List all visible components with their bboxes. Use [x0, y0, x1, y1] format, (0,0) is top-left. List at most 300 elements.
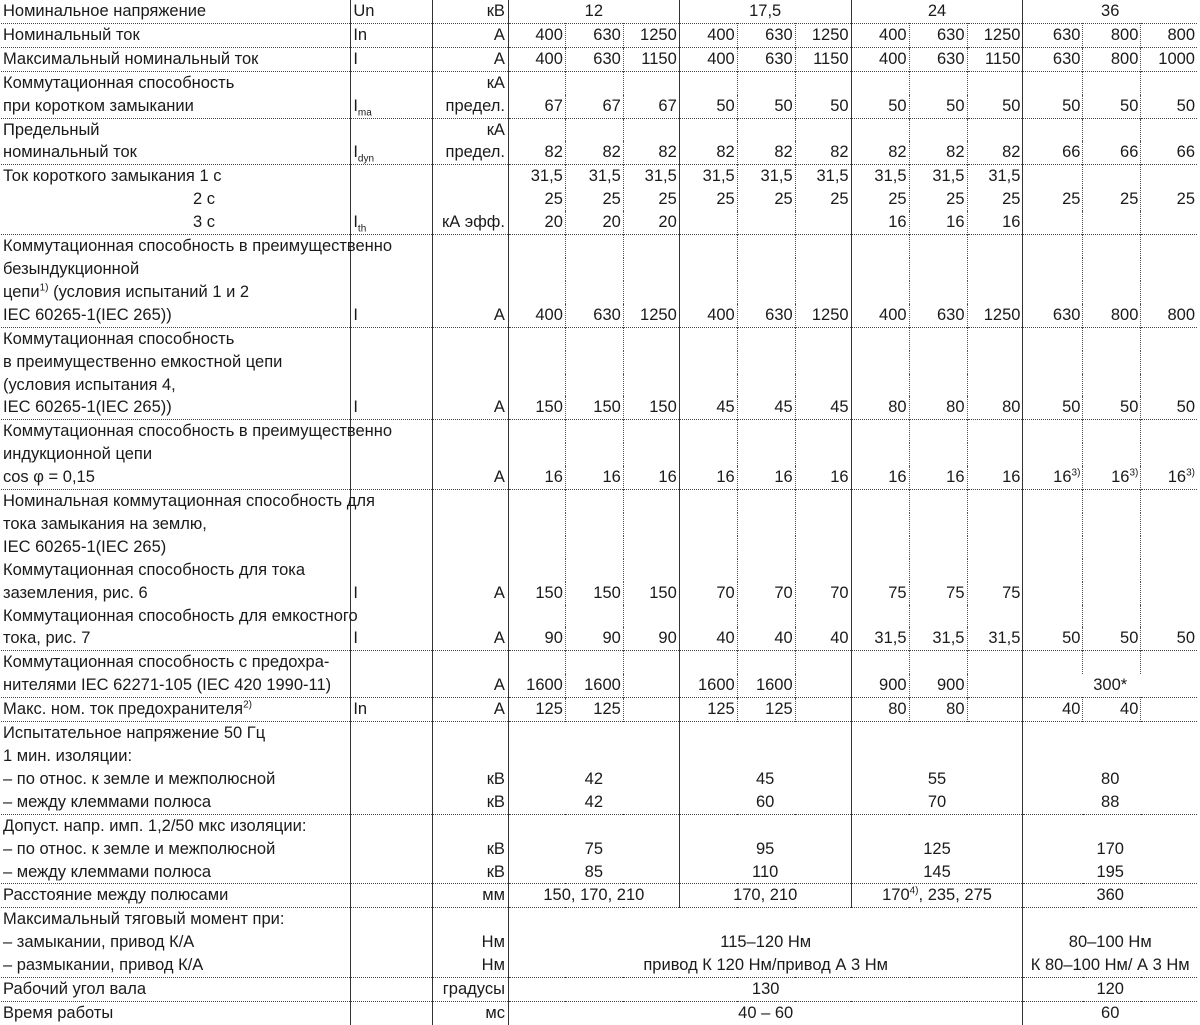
symbol: I — [351, 304, 432, 327]
capacitive-group — [1, 327, 1197, 420]
value-cell — [851, 745, 1023, 768]
value-cell — [909, 71, 967, 94]
value-cell — [565, 71, 623, 94]
value-cell — [795, 281, 851, 304]
value-cell — [1023, 814, 1197, 837]
unit: А — [432, 23, 508, 47]
value-cell — [623, 490, 679, 513]
value-cell: 31,5 — [851, 627, 909, 650]
value-cell — [565, 235, 623, 258]
value-cell: 630 — [1023, 23, 1083, 47]
value-row — [1, 118, 1197, 141]
value-cell: 16 — [909, 211, 967, 234]
value-cell — [851, 513, 909, 536]
param-label: индукционной цепи — [3, 445, 153, 464]
value-cell — [508, 443, 565, 466]
value-row — [1, 327, 1197, 350]
value-cell: 40 — [1083, 698, 1141, 722]
value-cell: 31,5 — [967, 165, 1023, 188]
value-cell: 16 — [508, 466, 565, 489]
value-cell — [1023, 374, 1083, 397]
symbol: I — [351, 396, 432, 419]
value-cell — [1141, 698, 1197, 722]
value-cell — [909, 235, 967, 258]
value-cell — [565, 420, 623, 443]
unit: предел. — [432, 95, 508, 118]
merged-row — [1, 768, 1197, 791]
value-cell — [508, 722, 679, 745]
param-label: нителями IEC 62271-105 (IEC 420 1990-11) — [3, 676, 332, 695]
value-cell — [1083, 490, 1141, 513]
value-cell: 170, 210 — [679, 884, 851, 908]
value-cell: 25 — [737, 188, 795, 211]
value-cell — [1141, 351, 1197, 374]
value-cell: 82 — [967, 141, 1023, 164]
value-cell — [623, 443, 679, 466]
param-label: в преимущественно емкостной цепи — [3, 352, 283, 371]
value-cell: 50 — [795, 95, 851, 118]
value-cell: 1250 — [967, 304, 1023, 327]
value-cell — [508, 536, 565, 559]
value-cell — [795, 71, 851, 94]
value-cell: 82 — [623, 141, 679, 164]
value-row — [1, 396, 1197, 419]
value-cell: 66 — [1083, 141, 1141, 164]
value-cell — [623, 513, 679, 536]
value-cell — [508, 605, 565, 628]
merged-row — [1, 791, 1197, 814]
param-label: IEC 60265-1(IEC 265)) — [3, 398, 172, 417]
value-cell: 630 — [565, 23, 623, 47]
value-cell: 50 — [967, 95, 1023, 118]
impulse-voltage-group — [1, 814, 1197, 884]
pole-distance-row — [1, 884, 1197, 908]
value-cell: 1250 — [967, 23, 1023, 47]
value-cell: 800 — [1083, 304, 1141, 327]
value-cell: 400 — [679, 304, 737, 327]
value-cell — [795, 698, 851, 722]
value-cell — [737, 118, 795, 141]
value-cell — [1141, 118, 1197, 141]
value-cell — [967, 374, 1023, 397]
unit: А — [432, 674, 508, 697]
param-label: номинальный ток — [3, 143, 137, 162]
value-cell — [851, 327, 909, 350]
value-cell: 900 — [909, 674, 967, 697]
value-cell — [623, 281, 679, 304]
value-cell — [1023, 420, 1083, 443]
value-cell: 150 — [508, 582, 565, 605]
merged-row — [1, 745, 1197, 768]
value-cell: 16 — [967, 466, 1023, 489]
value-cell: 66 — [1141, 141, 1197, 164]
value-cell: 42 — [508, 791, 679, 814]
value-cell: 16 — [909, 466, 967, 489]
value-cell — [1023, 582, 1083, 605]
value-cell — [1141, 258, 1197, 281]
value-cell: 16$^{3)}$ — [1083, 466, 1141, 489]
param-label: Рабочий угол вала — [3, 980, 147, 999]
rated-current-row — [1, 23, 1197, 47]
value-cell — [1083, 327, 1141, 350]
value-cell: 70 — [679, 582, 737, 605]
value-cell — [508, 559, 565, 582]
symbol: I — [351, 47, 432, 71]
value-cell: 88 — [1023, 791, 1197, 814]
value-cell — [623, 118, 679, 141]
value-cell: 50 — [851, 95, 909, 118]
param-label: 2 с — [192, 190, 215, 209]
value-cell: 400 — [679, 23, 737, 47]
value-cell: 16 — [679, 466, 737, 489]
value-cell: 120 — [1023, 978, 1197, 1002]
value-cell — [1083, 536, 1141, 559]
value-cell: 31,5 — [909, 165, 967, 188]
value-cell: 16 — [623, 466, 679, 489]
value-cell: 150 — [508, 396, 565, 419]
value-cell — [795, 651, 851, 674]
param-label: – между клеммами полюса — [3, 792, 211, 811]
param-label: заземления, рис. 6 — [3, 583, 148, 602]
value-cell — [909, 281, 967, 304]
value-cell: 16 — [795, 466, 851, 489]
value-cell — [1023, 258, 1083, 281]
value-cell: 75 — [967, 582, 1023, 605]
value-cell — [909, 374, 967, 397]
value-cell: 1600 — [565, 674, 623, 697]
value-cell — [508, 374, 565, 397]
value-cell — [737, 211, 795, 234]
value-cell — [795, 674, 851, 697]
value-cell — [795, 118, 851, 141]
param-label: безындукционной — [3, 259, 140, 278]
unit: предел. — [432, 141, 508, 164]
value-cell — [508, 351, 565, 374]
value-cell: 70 — [851, 791, 1023, 814]
value-cell — [623, 374, 679, 397]
value-cell — [737, 513, 795, 536]
value-cell: 25 — [623, 188, 679, 211]
value-cell: 125 — [565, 698, 623, 722]
value-cell: 1600 — [679, 674, 737, 697]
value-cell: 80 — [851, 396, 909, 419]
param-label: IEC 60265-1(IEC 265)) — [3, 305, 172, 324]
value-cell: 45 — [795, 396, 851, 419]
value-cell — [737, 258, 795, 281]
value-cell: 50 — [1141, 95, 1197, 118]
value-cell — [1083, 235, 1141, 258]
value-cell: 25 — [565, 188, 623, 211]
value-cell: 1600 — [737, 674, 795, 697]
value-cell: 31,5 — [851, 165, 909, 188]
value-cell — [1083, 351, 1141, 374]
value-cell — [1083, 582, 1141, 605]
value-cell — [1083, 513, 1141, 536]
value-cell: 95 — [679, 838, 851, 861]
value-cell — [679, 745, 851, 768]
value-cell: 16 — [851, 466, 909, 489]
unit: А — [432, 627, 508, 650]
value-cell — [909, 513, 967, 536]
value-cell — [1083, 559, 1141, 582]
param-label: cos φ = 0,15 — [3, 468, 95, 487]
value-cell: 16 — [967, 211, 1023, 234]
value-cell — [1141, 605, 1197, 628]
param-label: тока, рис. 7 — [3, 629, 91, 648]
value-cell — [565, 536, 623, 559]
value-cell: 630 — [565, 47, 623, 71]
max-rated-current-row — [1, 47, 1197, 71]
value-cell — [1141, 651, 1197, 674]
value-cell: 150 — [623, 396, 679, 419]
value-cell: 125 — [737, 698, 795, 722]
param-label: Коммутационная способность — [3, 329, 235, 348]
value-cell: 130 — [508, 978, 1023, 1002]
param-label: Номинальное напряжение — [3, 2, 207, 20]
value-cell: 195 — [1023, 861, 1197, 884]
symbol: In — [351, 698, 432, 722]
value-row — [1, 698, 1197, 722]
value-cell — [565, 651, 623, 674]
value-cell — [1023, 327, 1083, 350]
voltage-36: 36 — [1023, 0, 1197, 23]
value-cell — [679, 559, 737, 582]
value-cell: 31,5 — [623, 165, 679, 188]
value-cell: 25 — [795, 188, 851, 211]
value-cell — [1083, 165, 1141, 188]
value-cell — [1141, 490, 1197, 513]
value-cell — [1083, 420, 1141, 443]
value-cell — [508, 651, 565, 674]
param-label: Номинальный ток — [3, 25, 140, 44]
value-cell: 90 — [565, 627, 623, 650]
value-cell — [508, 745, 679, 768]
value-cell — [967, 605, 1023, 628]
unit: Нм — [432, 954, 508, 977]
value-cell — [565, 374, 623, 397]
value-cell — [565, 281, 623, 304]
value-cell: 50 — [1083, 95, 1141, 118]
value-cell — [851, 258, 909, 281]
value-cell — [679, 374, 737, 397]
value-cell: 82 — [851, 141, 909, 164]
value-cell — [1083, 258, 1141, 281]
inductive-group — [1, 420, 1197, 490]
value-cell — [909, 536, 967, 559]
value-cell — [909, 651, 967, 674]
value-cell: 170 — [1023, 838, 1197, 861]
value-cell: 25 — [508, 188, 565, 211]
value-row — [1, 188, 1197, 211]
value-cell — [508, 258, 565, 281]
value-cell: 42 — [508, 768, 679, 791]
value-cell: 20 — [508, 211, 565, 234]
value-cell: 1250 — [795, 304, 851, 327]
value-cell: 800 — [1141, 304, 1197, 327]
operating-time-row — [1, 1001, 1197, 1024]
unit: кВ — [432, 0, 508, 23]
value-cell — [795, 258, 851, 281]
value-cell — [565, 351, 623, 374]
value-cell: 45 — [679, 396, 737, 419]
fuse-max-row — [1, 698, 1197, 722]
value-cell — [967, 71, 1023, 94]
value-cell: 50 — [1023, 396, 1083, 419]
value-row — [1, 536, 1197, 559]
value-cell: 25 — [909, 188, 967, 211]
value-cell: 150 — [623, 582, 679, 605]
value-cell: 82 — [909, 141, 967, 164]
value-cell — [737, 490, 795, 513]
param-label: Номинальная коммутационная способность для — [3, 492, 375, 511]
value-cell: 55 — [851, 768, 1023, 791]
value-cell — [909, 443, 967, 466]
value-cell — [1023, 651, 1083, 674]
value-cell: 40 — [1023, 698, 1083, 722]
value-row — [1, 582, 1197, 605]
value-row — [1, 627, 1197, 650]
value-cell — [623, 698, 679, 722]
value-row — [1, 23, 1197, 47]
value-cell: 125 — [679, 698, 737, 722]
value-cell — [679, 420, 737, 443]
value-cell — [1023, 235, 1083, 258]
value-cell — [967, 698, 1023, 722]
value-cell — [737, 420, 795, 443]
value-cell: 50 — [909, 95, 967, 118]
value-cell: 31,5 — [679, 165, 737, 188]
value-cell — [1141, 71, 1197, 94]
value-cell — [679, 327, 737, 350]
test-voltage-group — [1, 722, 1197, 815]
unit: А — [432, 698, 508, 722]
value-cell: 82 — [795, 141, 851, 164]
value-row — [1, 605, 1197, 628]
value-row — [1, 651, 1197, 674]
value-cell: 400 — [851, 47, 909, 71]
value-cell — [565, 513, 623, 536]
unit: мс — [432, 1001, 508, 1024]
unit: А — [432, 47, 508, 71]
symbol: Un — [351, 0, 432, 23]
value-cell — [909, 420, 967, 443]
param-label: – замыкании, привод К/А — [3, 933, 195, 952]
param-label: IEC 60265-1(IEC 265) — [3, 537, 167, 556]
value-cell — [1083, 71, 1141, 94]
value-cell — [909, 559, 967, 582]
value-cell — [795, 513, 851, 536]
value-cell: 800 — [1083, 47, 1141, 71]
value-cell: 630 — [737, 304, 795, 327]
value-cell — [1023, 605, 1083, 628]
value-cell: 25 — [1083, 188, 1141, 211]
value-cell: 400 — [851, 304, 909, 327]
value-cell — [1023, 211, 1083, 234]
value-cell: 16$^{3)}$ — [1023, 466, 1083, 489]
value-cell: 1150 — [795, 47, 851, 71]
value-cell — [1141, 420, 1197, 443]
value-cell — [1023, 745, 1197, 768]
value-cell — [679, 258, 737, 281]
param-label: Макс. ном. ток предохранителя$^{2)}$ — [3, 699, 253, 719]
value-cell — [1083, 211, 1141, 234]
value-cell: 50 — [679, 95, 737, 118]
value-cell — [795, 605, 851, 628]
param-label: Максимальный тяговый момент при: — [3, 910, 285, 929]
value-cell — [623, 235, 679, 258]
param-label: – между клеммами полюса — [3, 862, 211, 881]
value-cell — [967, 118, 1023, 141]
merged-row — [1, 838, 1197, 861]
voltage-24: 24 — [851, 0, 1023, 23]
value-cell — [508, 118, 565, 141]
value-cell: 400 — [508, 23, 565, 47]
value-cell — [623, 674, 679, 697]
value-cell — [508, 490, 565, 513]
value-cell — [909, 490, 967, 513]
value-cell — [1083, 651, 1141, 674]
value-cell: 16$^{3)}$ — [1141, 466, 1197, 489]
value-cell — [1023, 281, 1083, 304]
value-cell: 20 — [565, 211, 623, 234]
value-row — [1, 258, 1197, 281]
value-cell — [1023, 71, 1083, 94]
voltage-17-5: 17,5 — [679, 0, 851, 23]
shaft-angle-row — [1, 978, 1197, 1002]
value-cell — [508, 513, 565, 536]
value-cell — [565, 118, 623, 141]
value-cell — [679, 605, 737, 628]
value-cell — [737, 536, 795, 559]
value-cell: 40 — [679, 627, 737, 650]
value-cell: 1600 — [508, 674, 565, 697]
value-cell: 31,5 — [565, 165, 623, 188]
symbol: $I_{th}$ — [351, 211, 432, 234]
value-cell — [737, 443, 795, 466]
unit: Нм — [432, 931, 508, 954]
value-cell: 630 — [909, 304, 967, 327]
value-cell — [851, 722, 1023, 745]
value-cell: 90 — [508, 627, 565, 650]
param-label: Коммутационная способность в преимущественно — [3, 422, 393, 441]
value-row — [1, 490, 1197, 513]
value-row — [1, 351, 1197, 374]
value-cell: 25 — [1141, 188, 1197, 211]
value-cell: 50 — [1023, 95, 1083, 118]
value-cell — [851, 605, 909, 628]
value-cell — [679, 722, 851, 745]
value-cell: 85 — [508, 861, 679, 884]
param-label: – по относ. к земле и межполюсной — [3, 839, 276, 858]
value-row — [1, 95, 1197, 118]
value-cell — [795, 559, 851, 582]
unit: А — [432, 582, 508, 605]
value-cell — [737, 351, 795, 374]
unit: кА — [432, 71, 508, 94]
value-cell — [1023, 559, 1083, 582]
value-cell — [565, 327, 623, 350]
param-label: Предельный — [3, 120, 100, 139]
value-cell: 400 — [851, 23, 909, 47]
value-cell — [623, 536, 679, 559]
param-label: тока замыкания на землю, — [3, 514, 207, 533]
symbol: I — [351, 582, 432, 605]
unit: градусы — [432, 978, 508, 1002]
unit: кВ — [432, 791, 508, 814]
value-cell — [565, 605, 623, 628]
symbol: I — [351, 627, 432, 650]
value-cell — [851, 814, 1023, 837]
